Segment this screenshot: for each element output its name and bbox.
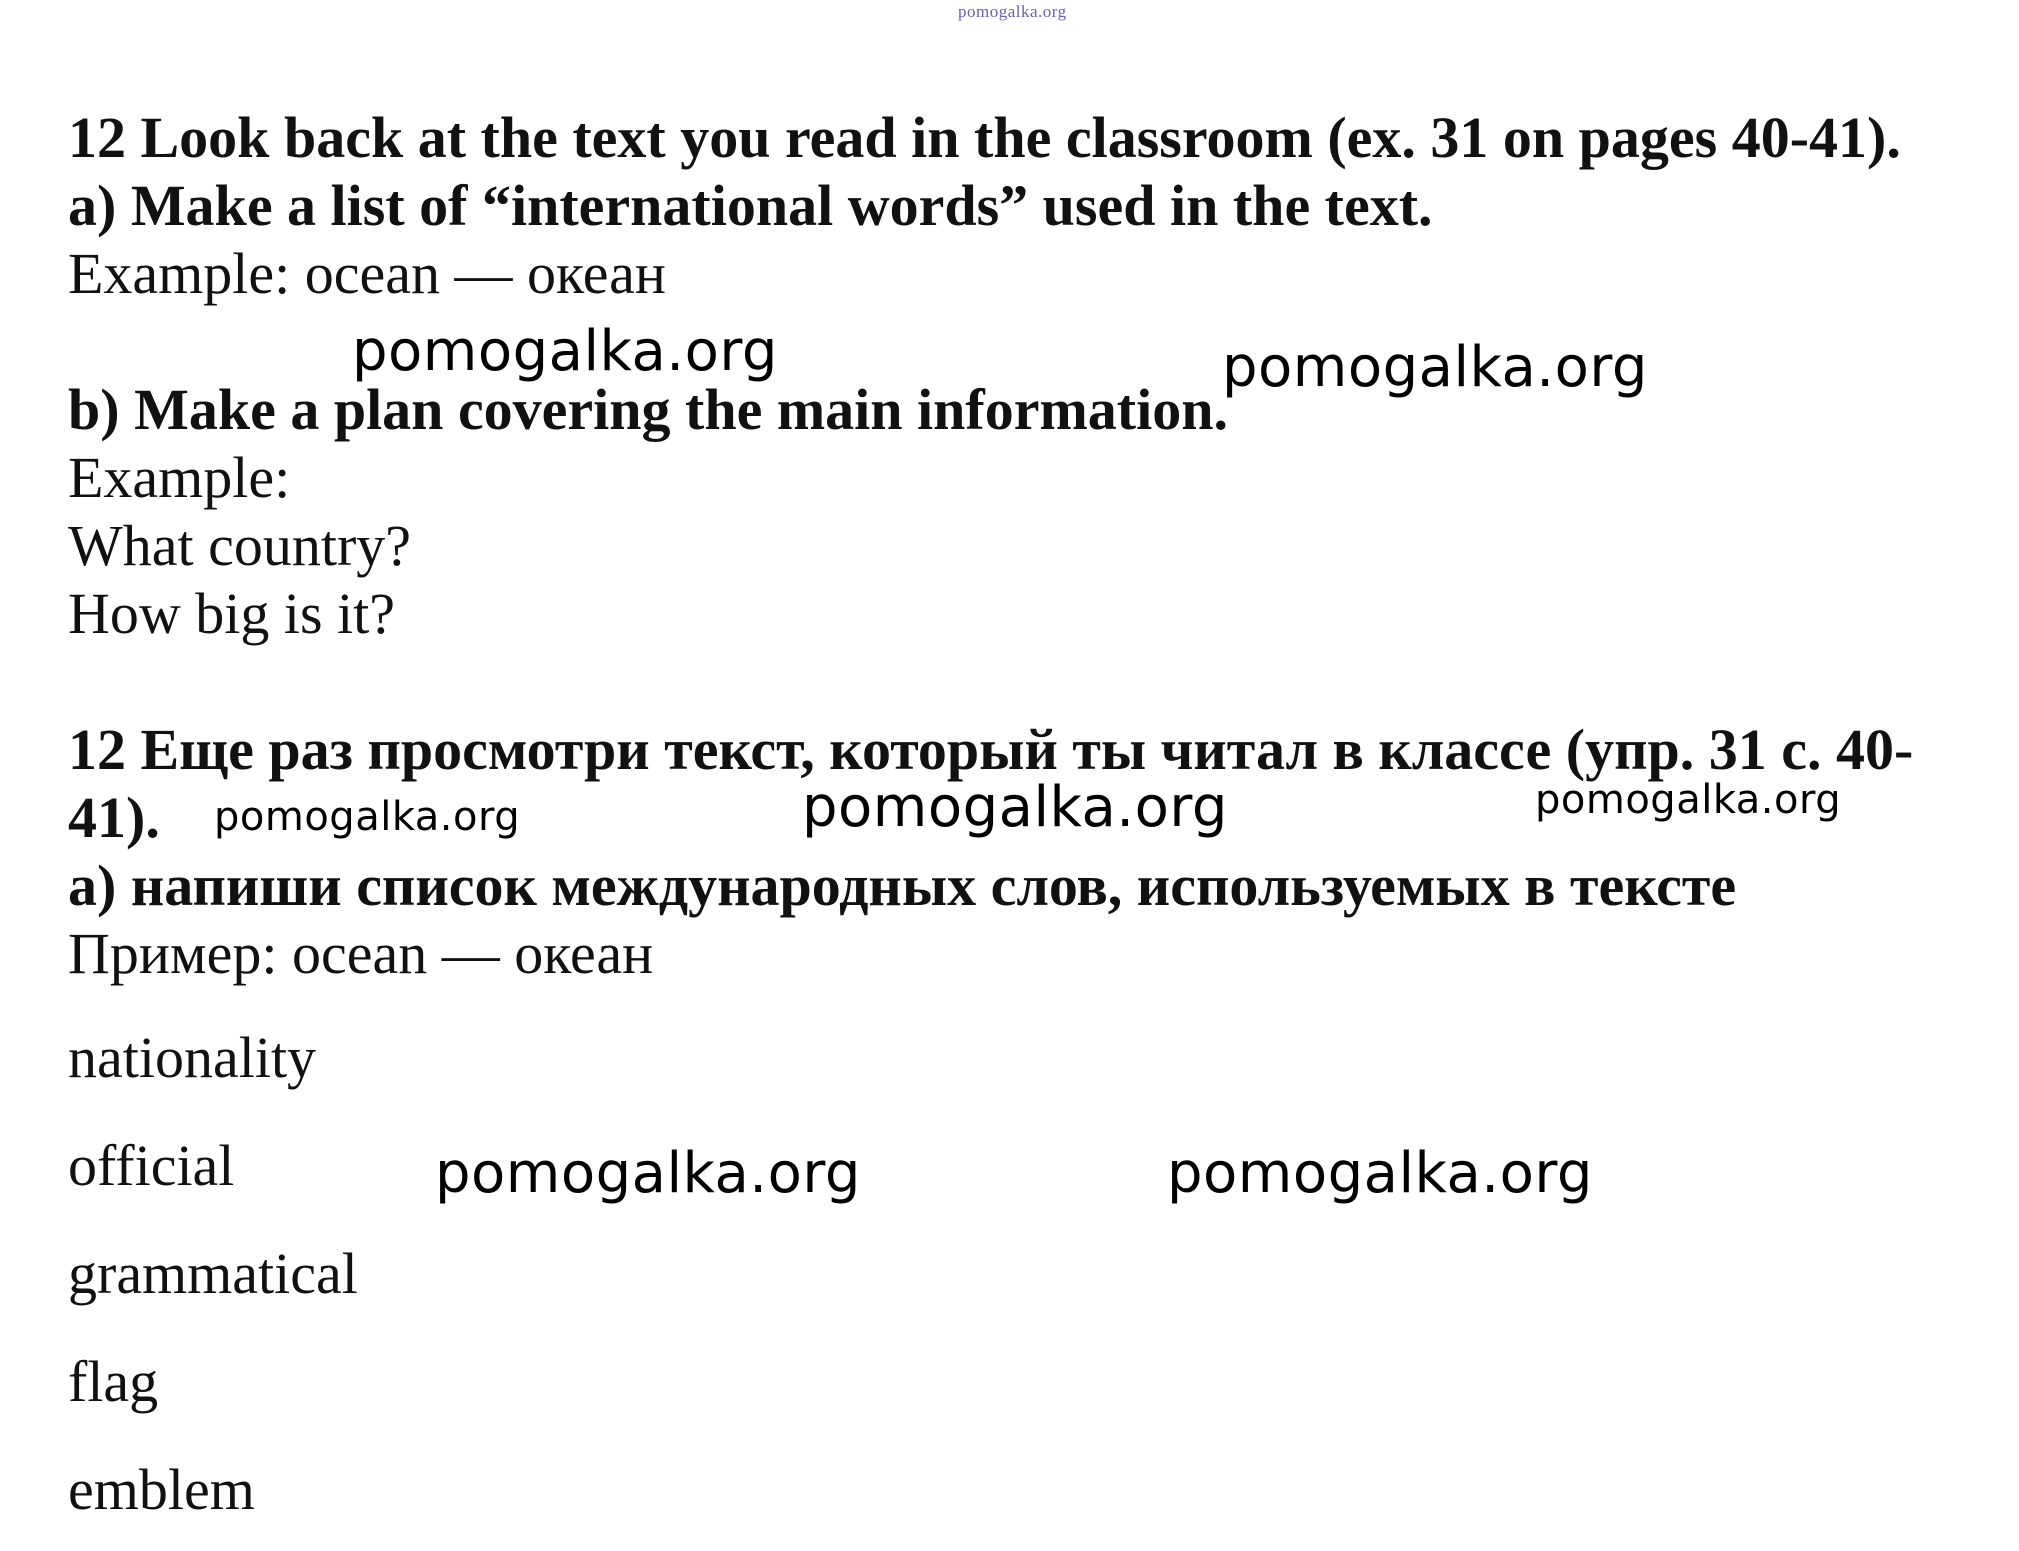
task-b-en: b) Make a plan covering the main information. xyxy=(68,377,1228,442)
watermark: pomogalka.org xyxy=(802,775,1228,840)
word-item: nationality xyxy=(68,1025,317,1090)
example-a-en: Example: ocean — океан xyxy=(68,241,666,306)
watermark: pomogalka.org xyxy=(1167,1141,1593,1206)
word-item: emblem xyxy=(68,1457,255,1522)
task-a-ru: а) напиши список международных слов, используемых в тексте xyxy=(68,853,1737,918)
watermark-top: pomogalka.org xyxy=(958,2,1067,21)
watermark: pomogalka.org xyxy=(352,319,778,384)
watermark: pomogalka.org xyxy=(214,794,521,840)
plan-item: How big is it? xyxy=(68,581,396,646)
exercise-heading-en: 12 Look back at the text you read in the classroom (ex. 31 on pages 40-41). xyxy=(68,105,1901,170)
task-a-en: a) Make a list of “international words” used in the text. xyxy=(68,173,1433,238)
watermark: pomogalka.org xyxy=(1535,777,1842,823)
example-a-ru: Пример: ocean — океан xyxy=(68,921,654,986)
word-item: official xyxy=(68,1133,235,1198)
exercise-heading-ru: 12 Еще раз просмотри текст, который ты читал в классе (упр. 31 с. 40- xyxy=(68,717,1914,782)
plan-item: What country? xyxy=(68,513,412,578)
word-item: grammatical xyxy=(68,1241,358,1306)
example-b-label: Example: xyxy=(68,445,291,510)
exercise-heading-ru-cont: 41). xyxy=(68,785,160,850)
watermark: pomogalka.org xyxy=(435,1141,861,1206)
watermark: pomogalka.org xyxy=(1222,335,1648,400)
word-item: flag xyxy=(68,1349,159,1414)
